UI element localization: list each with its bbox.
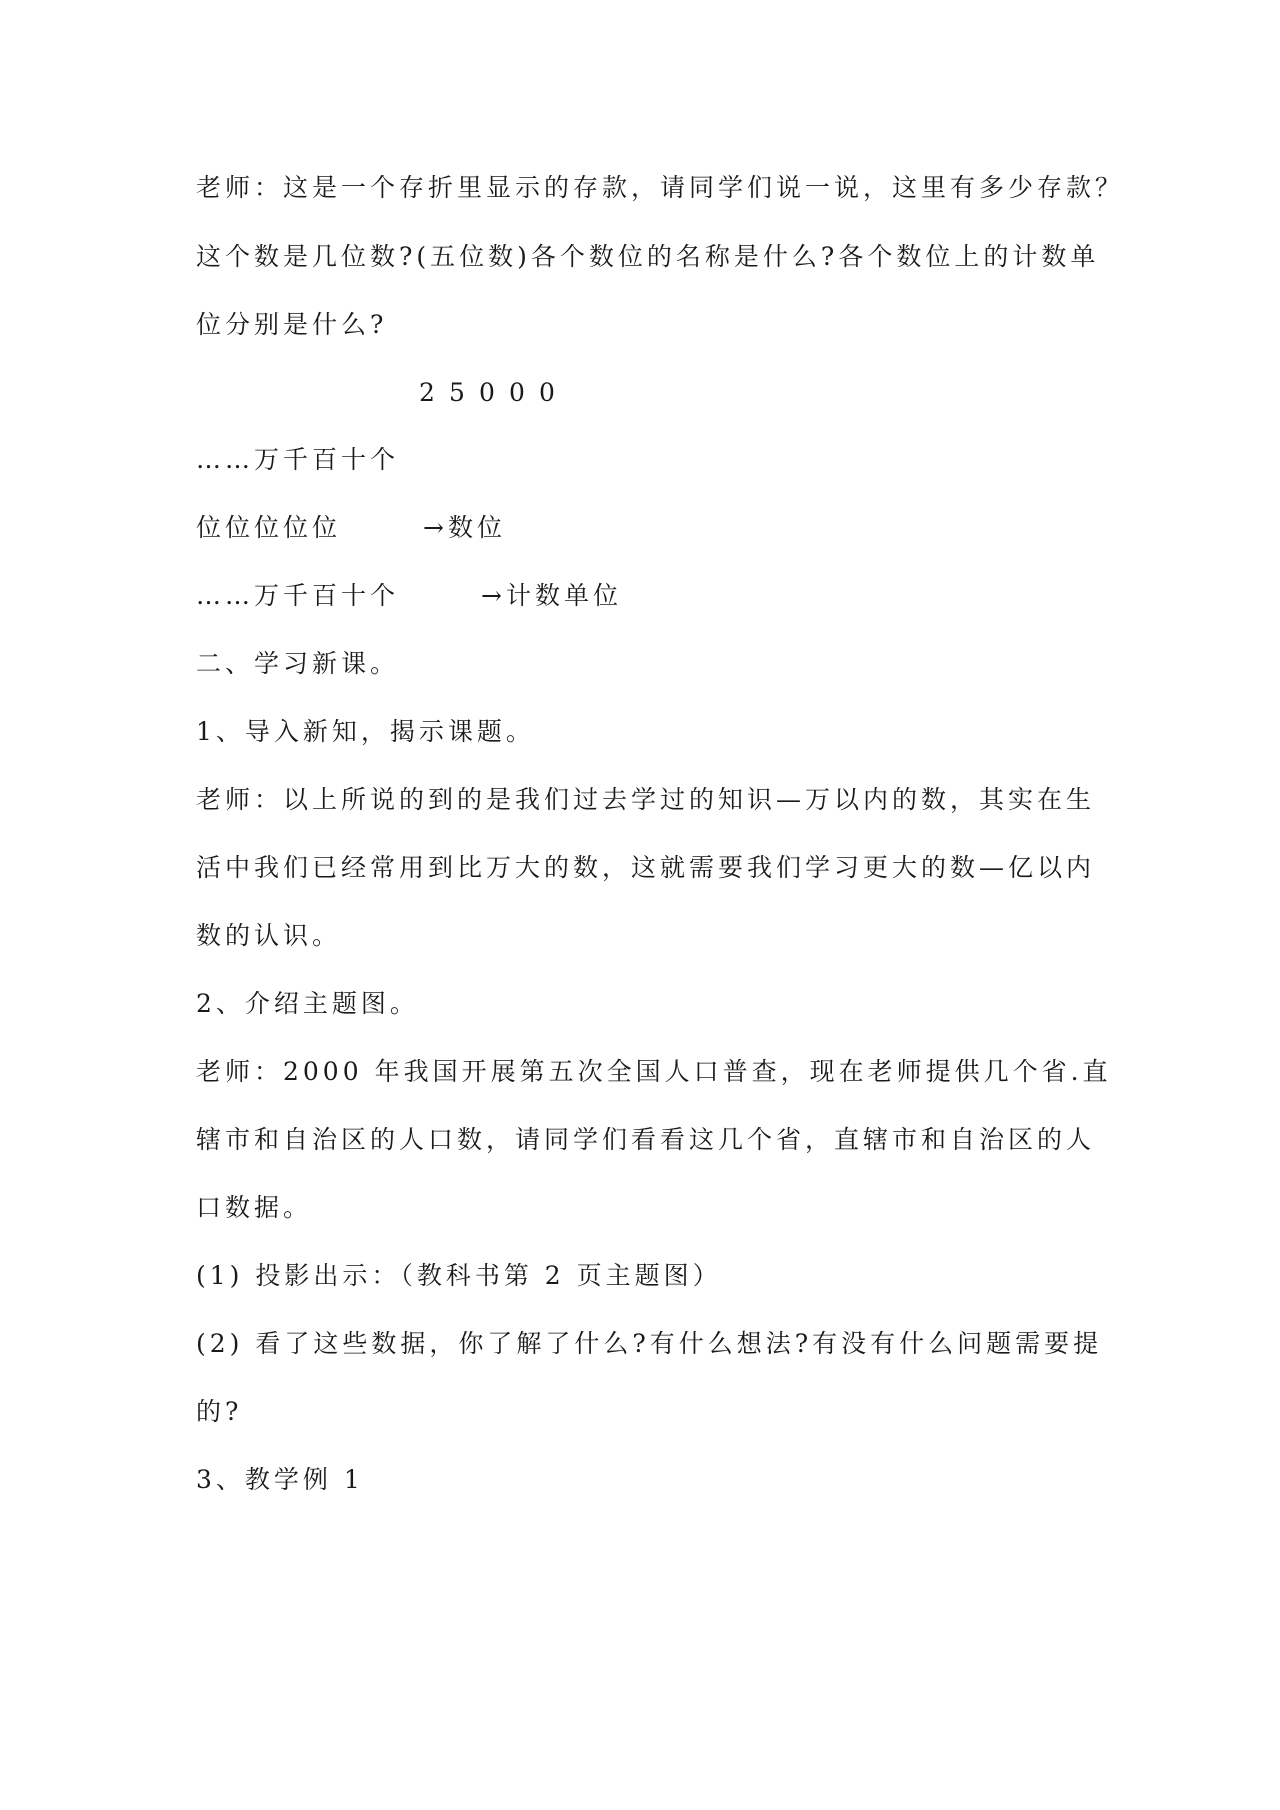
digit: 5 bbox=[449, 378, 465, 407]
paragraph-census-line-2: 辖市和自治区的人口数，请同学们看看这几个省，直辖市和自治区的人 bbox=[196, 1125, 1096, 1154]
counting-units-arrow-label: →计数单位 bbox=[481, 581, 622, 610]
counting-units-row: ……万千百十个 bbox=[196, 581, 400, 610]
digit: 0 bbox=[509, 378, 525, 407]
section-heading-new-lesson: 二、学习新课。 bbox=[196, 649, 400, 678]
sub-item-2-line-2: 的? bbox=[196, 1397, 243, 1426]
item-3-heading: 3、教学例 1 bbox=[196, 1465, 364, 1494]
digit: 0 bbox=[479, 378, 495, 407]
paragraph-teacher-intro-line-1: 老师：以上所说的到的是我们过去学过的知识—万以内的数，其实在生 bbox=[196, 785, 1096, 814]
paragraph-teacher-deposit-line-2: 这个数是几位数?(五位数)各个数位的名称是什么?各个数位上的计数单 bbox=[196, 242, 1100, 271]
paragraph-teacher-intro-line-2: 活中我们已经常用到比万大的数，这就需要我们学习更大的数—亿以内 bbox=[196, 853, 1096, 882]
item-2-heading: 2、介绍主题图。 bbox=[196, 989, 419, 1018]
places-row bbox=[196, 511, 341, 545]
paragraph-census-line-1: 老师：2000 年我国开展第五次全国人口普查，现在老师提供几个省.直 bbox=[196, 1057, 1112, 1086]
paragraph-teacher-intro-line-3: 数的认识。 bbox=[196, 921, 342, 950]
sub-item-2-line-1: (2) 看了这些数据，你了解了什么?有什么想法?有没有什么问题需要提 bbox=[196, 1329, 1103, 1358]
item-1-heading: 1、导入新知，揭示课题。 bbox=[196, 717, 535, 746]
paragraph-teacher-deposit-line-1: 老师：这是一个存折里显示的存款，请同学们说一说，这里有多少存款？ bbox=[196, 173, 1125, 202]
paragraph-teacher-deposit-line-3: 位分别是什么? bbox=[196, 310, 388, 339]
places-row-label: 位位位位位 bbox=[196, 513, 342, 542]
digit: 2 bbox=[419, 378, 435, 407]
number-25000 bbox=[412, 376, 562, 410]
sub-item-1: (1) 投影出示：（教科书第 2 页主题图） bbox=[196, 1261, 722, 1290]
paragraph-census-line-3: 口数据。 bbox=[196, 1193, 313, 1222]
place-units-row: ……万千百十个 bbox=[196, 445, 400, 474]
digit: 0 bbox=[539, 378, 555, 407]
places-arrow-label: →数位 bbox=[423, 513, 506, 542]
